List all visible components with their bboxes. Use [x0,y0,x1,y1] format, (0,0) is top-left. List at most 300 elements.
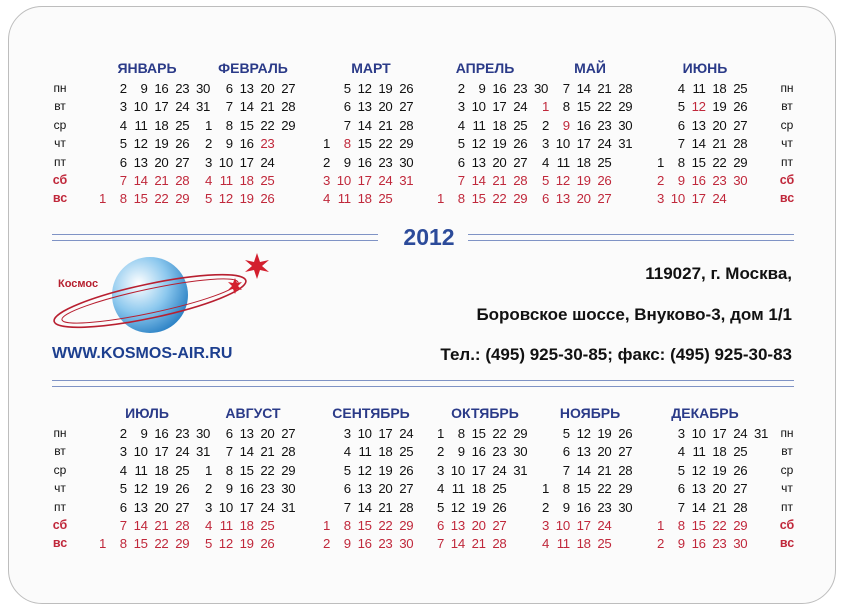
day-cell: 10 [450,462,465,478]
month-name: МАЙ [574,60,606,76]
day-cell: 9 [677,536,685,552]
day-cell: 22 [260,117,275,133]
day-cell: 3 [457,99,465,115]
day-cell: 3 [343,426,351,441]
day-cell: 14 [133,173,148,188]
day-cell: 16 [492,81,507,96]
day-cell: 17 [378,426,393,441]
day-cell: 18 [576,536,591,552]
day-cell: 17 [154,99,169,115]
day-cell: 26 [733,462,748,478]
day-cell: 28 [175,518,190,533]
day-cell: 13 [450,518,465,533]
month-name: АПРЕЛЬ [455,60,515,76]
day-cell: 7 [457,173,465,188]
day-cell: 21 [597,81,612,96]
day-cell: 20 [154,154,169,170]
day-cell: 22 [154,191,169,207]
day-cell: 3 [677,426,685,441]
weekday-label-right: пт [781,499,793,514]
day-cell: 12 [357,462,372,478]
day-cell: 27 [175,154,190,170]
day-cell: 6 [119,499,127,515]
day-cell: 19 [576,173,591,188]
day-cell: 25 [260,173,275,188]
day-cell: 27 [733,117,748,133]
day-cell: 23 [712,536,727,552]
day-cell: 2 [436,444,444,460]
day-cell: 30 [733,536,748,552]
day-cell: 14 [239,99,254,115]
day-cell: 14 [691,136,706,152]
day-cell: 29 [175,536,190,552]
day-cell: 4 [204,518,212,533]
day-cell: 23 [597,117,612,133]
month-block [430,60,549,210]
day-cell: 1 [436,426,444,441]
weekday-label-right: чт [781,136,793,151]
weekday-label-left: ср [53,462,67,477]
day-cell: 17 [154,444,169,460]
day-cell: 4 [541,154,549,170]
day-cell: 11 [451,481,465,497]
day-cell: 29 [399,518,414,533]
day-cell: 7 [119,518,127,533]
day-cell: 13 [691,481,706,497]
day-cell: 13 [239,81,254,96]
day-cell: 24 [175,99,190,115]
day-cell: 22 [154,536,169,552]
day-cell: 20 [378,481,393,497]
weekday-label-right: вт [781,99,793,114]
day-cell: 13 [357,99,372,115]
day-cell: 10 [357,426,372,441]
day-cell: 6 [436,518,444,533]
day-cell: 11 [472,117,486,133]
day-cell: 11 [556,536,570,552]
day-cell: 18 [712,444,727,460]
day-cell: 16 [239,136,254,152]
day-cell: 4 [541,536,549,552]
day-cell: 17 [239,499,254,515]
day-cell: 15 [239,462,254,478]
day-cell: 14 [450,536,465,552]
day-cell: 6 [343,99,351,115]
weekday-label-right: вс [779,536,795,551]
day-cell: 12 [218,191,233,207]
day-cell: 30 [196,426,211,441]
day-cell: 29 [513,426,528,441]
day-cell: 19 [378,81,393,96]
day-cell: 9 [457,444,465,460]
day-cell: 2 [119,81,127,96]
day-cell: 9 [562,117,570,133]
day-cell: 19 [492,136,507,152]
day-cell: 30 [513,444,528,460]
weekday-label-right: сб [779,518,795,532]
day-cell: 3 [119,444,127,460]
day-cell: 7 [343,117,351,133]
day-cell: 24 [378,173,393,188]
day-cell: 25 [260,518,275,533]
day-cell: 22 [597,99,612,115]
day-cell: 30 [281,481,296,497]
day-cell: 9 [343,154,351,170]
day-cell: 29 [281,462,296,478]
day-cell: 30 [618,499,633,515]
day-cell: 10 [670,191,685,207]
day-cell: 7 [343,499,351,515]
day-cell: 6 [541,191,549,207]
day-cell: 14 [471,173,486,188]
month-block [92,405,211,555]
month-block [198,60,308,210]
month-block [535,405,645,555]
day-cell: 1 [322,136,330,152]
day-cell: 15 [691,154,706,170]
weekday-label-left: вс [52,536,68,551]
day-cell: 30 [399,154,414,170]
weekday-label-right: вс [779,191,795,206]
day-cell: 2 [119,426,127,441]
weekday-label-left: чт [54,136,66,151]
day-cell: 26 [597,173,612,188]
day-cell: 18 [492,117,507,133]
day-cell: 11 [692,444,706,460]
day-cell: 8 [562,481,570,497]
red-star [245,253,269,279]
day-cell: 18 [712,81,727,96]
day-cell: 23 [513,81,528,96]
day-cell: 11 [337,191,351,207]
day-cell: 5 [562,426,570,441]
day-cell: 2 [322,154,330,170]
day-cell: 12 [691,99,706,115]
day-cell: 5 [677,99,685,115]
weekday-label-left: вс [52,191,68,206]
month-name: ИЮНЬ [682,60,728,76]
day-cell: 7 [562,81,570,96]
day-cell: 19 [154,481,169,497]
day-cell: 10 [555,136,570,152]
day-cell: 25 [175,462,190,478]
day-cell: 4 [436,481,444,497]
day-cell: 19 [378,462,393,478]
day-cell: 18 [154,462,169,478]
day-cell: 7 [225,444,233,460]
day-cell: 29 [175,191,190,207]
day-cell: 6 [457,154,465,170]
day-cell: 11 [219,518,233,533]
day-cell: 21 [154,173,169,188]
day-cell: 12 [133,481,148,497]
day-cell: 2 [322,536,330,552]
day-cell: 3 [204,499,212,515]
weekday-label-left: пн [53,426,67,440]
day-cell: 24 [399,426,414,441]
day-cell: 1 [436,191,444,207]
day-cell: 20 [260,81,275,96]
day-cell: 22 [260,462,275,478]
day-cell: 23 [175,426,190,441]
day-cell: 26 [175,481,190,497]
day-cell: 28 [281,444,296,460]
day-cell: 11 [692,81,706,96]
day-cell: 25 [378,191,393,207]
day-cell: 26 [260,536,275,552]
day-cell: 17 [576,136,591,152]
day-cell: 15 [357,518,372,533]
day-cell: 23 [597,499,612,515]
day-cell: 13 [133,154,148,170]
day-cell: 23 [378,536,393,552]
day-cell: 9 [343,536,351,552]
day-cell: 8 [457,191,465,207]
day-cell: 8 [225,462,233,478]
small-red-star [228,278,242,294]
day-cell: 28 [175,173,190,188]
weekday-label-left: вт [54,99,66,114]
day-cell: 4 [343,444,351,460]
day-cell: 15 [239,117,254,133]
day-cell: 31 [399,173,414,188]
day-cell: 29 [618,481,633,497]
day-cell: 26 [733,99,748,115]
divider-bottom [52,380,794,387]
day-cell: 10 [133,444,148,460]
day-cell: 1 [98,536,106,552]
day-cell: 3 [204,154,212,170]
day-cell: 6 [343,481,351,497]
day-cell: 11 [219,173,233,188]
day-cell: 18 [378,444,393,460]
day-cell: 4 [677,444,685,460]
day-cell: 5 [457,136,465,152]
day-cell: 4 [119,117,127,133]
day-cell: 15 [133,536,148,552]
day-cell: 30 [733,173,748,188]
day-cell: 8 [343,518,351,533]
day-cell: 5 [204,536,212,552]
day-cell: 2 [204,481,212,497]
day-cell: 5 [343,462,351,478]
day-cell: 7 [677,136,685,152]
weekday-label-left: вт [54,444,66,459]
day-cell: 14 [576,462,591,478]
day-cell: 27 [399,481,414,497]
day-cell: 1 [541,99,549,115]
year-heading: 2012 [403,224,455,250]
weekday-label-right: вт [781,444,793,459]
day-cell: 19 [471,499,486,515]
weekday-label-right: чт [781,481,793,496]
day-cell: 18 [239,173,254,188]
weekday-label-right: ср [780,462,794,477]
day-cell: 27 [597,191,612,207]
day-cell: 8 [677,518,685,533]
month-block [316,405,426,555]
day-cell: 10 [555,518,570,533]
day-cell: 6 [225,81,233,96]
address-line-1: 119027, г. Москва, [645,264,792,283]
day-cell: 19 [239,191,254,207]
month-block [535,60,645,210]
day-cell: 28 [281,99,296,115]
day-cell: 27 [513,154,528,170]
day-cell: 20 [712,481,727,497]
day-cell: 13 [239,426,254,441]
day-cell: 18 [239,518,254,533]
day-cell: 13 [691,117,706,133]
divider-left [52,234,378,241]
day-cell: 21 [597,462,612,478]
day-cell: 29 [618,99,633,115]
day-cell: 21 [260,99,275,115]
day-cell: 29 [733,518,748,533]
day-cell: 27 [399,99,414,115]
day-cell: 26 [175,136,190,152]
day-cell: 22 [378,518,393,533]
day-cell: 15 [471,191,486,207]
day-cell: 31 [618,136,633,152]
day-cell: 18 [471,481,486,497]
day-cell: 10 [691,426,706,441]
day-cell: 22 [492,426,507,441]
day-cell: 28 [733,499,748,515]
website-url[interactable]: WWW.KOSMOS-AIR.RU [52,345,233,362]
day-cell: 26 [260,191,275,207]
day-cell: 20 [154,499,169,515]
day-cell: 4 [119,462,127,478]
day-cell: 1 [322,518,330,533]
day-cell: 24 [513,99,528,115]
weekday-label-right: пт [781,154,793,169]
day-cell: 31 [281,499,296,515]
day-cell: 30 [534,81,549,96]
day-cell: 17 [239,154,254,170]
day-cell: 13 [555,191,570,207]
day-cell: 17 [492,99,507,115]
day-cell: 24 [175,444,190,460]
day-cell: 28 [492,536,507,552]
weekday-label-left: пн [53,81,67,95]
day-cell: 16 [576,117,591,133]
weekday-label-right: пн [780,81,794,95]
month-block [430,405,540,555]
day-cell: 13 [357,481,372,497]
day-cell: 14 [357,117,372,133]
month-block [650,60,760,210]
weekday-label-left: пт [54,499,66,514]
day-cell: 25 [733,81,748,96]
day-cell: 11 [358,444,372,460]
day-cell: 21 [712,499,727,515]
day-cell: 20 [378,99,393,115]
day-cell: 5 [677,462,685,478]
day-cell: 2 [541,499,549,515]
day-cell: 6 [562,444,570,460]
day-cell: 30 [399,536,414,552]
day-cell: 16 [154,81,169,96]
day-cell: 20 [471,518,486,533]
month-block [92,60,211,210]
day-cell: 16 [691,536,706,552]
day-cell: 6 [119,154,127,170]
day-cell: 26 [399,81,414,96]
day-cell: 7 [436,536,444,552]
day-cell: 4 [457,117,465,133]
day-cell: 19 [712,99,727,115]
day-cell: 21 [260,444,275,460]
day-cell: 3 [436,462,444,478]
day-cell: 27 [281,81,296,96]
month-name: СЕНТЯБРЬ [332,405,410,421]
day-cell: 10 [336,173,351,188]
day-cell: 21 [492,173,507,188]
day-cell: 5 [204,191,212,207]
day-cell: 17 [691,191,706,207]
address-line-2: Боровское шоссе, Внуково-3, дом 1/1 [476,305,792,324]
day-cell: 21 [471,536,486,552]
day-cell: 1 [656,154,664,170]
day-cell: 20 [260,426,275,441]
day-cell: 21 [154,518,169,533]
day-cell: 26 [399,462,414,478]
day-cell: 9 [478,81,486,96]
day-cell: 7 [677,499,685,515]
day-cell: 14 [239,444,254,460]
day-cell: 17 [712,426,727,441]
day-cell: 23 [492,444,507,460]
day-cell: 28 [618,81,633,96]
day-cell: 4 [204,173,212,188]
day-cell: 8 [677,154,685,170]
day-cell: 6 [677,481,685,497]
month-name: АВГУСТ [225,405,281,421]
day-cell: 15 [133,191,148,207]
day-cell: 23 [712,173,727,188]
day-cell: 23 [260,136,275,152]
day-cell: 19 [239,536,254,552]
day-cell: 10 [218,499,233,515]
day-cell: 1 [204,462,212,478]
day-cell: 3 [541,518,549,533]
day-cell: 31 [196,99,211,115]
day-cell: 13 [471,154,486,170]
day-cell: 27 [618,444,633,460]
day-cell: 16 [691,173,706,188]
day-cell: 9 [140,81,148,96]
day-cell: 9 [225,481,233,497]
day-cell: 22 [492,191,507,207]
day-cell: 27 [733,481,748,497]
day-cell: 5 [343,81,351,96]
day-cell: 30 [618,117,633,133]
day-cell: 25 [597,536,612,552]
weekday-label-left: пт [54,154,66,169]
day-cell: 31 [196,444,211,460]
day-cell: 2 [541,117,549,133]
day-cell: 28 [399,117,414,133]
day-cell: 8 [343,136,351,152]
day-cell: 18 [154,117,169,133]
month-block [316,60,426,210]
day-cell: 9 [225,136,233,152]
day-cell: 28 [618,462,633,478]
month-name: МАРТ [351,60,391,76]
day-cell: 16 [154,426,169,441]
day-cell: 20 [597,444,612,460]
